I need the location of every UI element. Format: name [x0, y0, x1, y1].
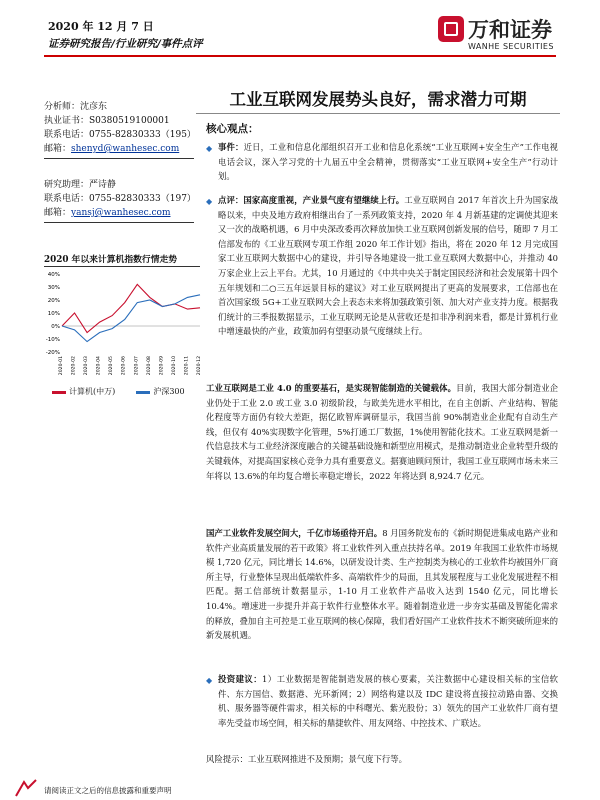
company-logo: [438, 14, 560, 56]
legend-swatch-computer: [52, 391, 66, 394]
report-date: 2020 年 12 月 7 日: [48, 20, 154, 33]
p3-text: 8 月国务院发布的《新时期促进集成电路产业和软件产业高质量发展的若干政策》将工业软件列入重点扶持名单。2019 年我国工业软件市场规模 1,720 亿元，同比增长 14.6%，以研发设计类、生产控制类为核心的工业软件均被国外厂商所主导，行业整体呈现出低端软件多、高端软件少的局面，且其发展程度与工业化发展进程不相匹配。据工信部统计数据显示，1-10 月工业软件产品收入达到 1540 亿元，同比增长 10.4%。增速进一步提升并高于软件行业整体水平。随着制造业进一步夯实基础及智能化需求的释放，叠加自主可控是工业互联网的核心保障，我们看好国产工业软件技术不断突破所迎来的新发展机遇。: [206, 528, 558, 641]
legend-label-computer: 计算机(中万): [69, 387, 116, 396]
y-tick-label: 40%: [47, 272, 60, 278]
comment-label: 点评：: [218, 195, 244, 205]
x-tick-label: 2020-06: [121, 356, 127, 376]
comment-bold: 国家高度重视，产业景气度有望继续上行。: [243, 195, 405, 205]
assistant-divider: [44, 222, 194, 223]
y-tick-label: -20%: [45, 350, 60, 356]
y-tick-label: -10%: [45, 337, 60, 343]
event-label: 事件：: [218, 142, 244, 152]
advice-label: 投资建议：: [218, 674, 263, 684]
logo-mark-icon: [438, 16, 464, 42]
legend-swatch-hs300: [136, 391, 150, 394]
analyst-phone: 联系电话：0755-82830333（195）: [44, 130, 196, 140]
y-tick-label: 10%: [47, 311, 60, 317]
risk-label: 风险提示：: [206, 754, 248, 764]
analyst-email-label: 邮箱：: [44, 144, 72, 154]
bullet-icon: ◆: [206, 676, 213, 685]
x-tick-label: 2020-02: [71, 356, 77, 376]
bullet-icon: ◆: [206, 144, 213, 153]
footer-decoration-icon: [14, 778, 38, 798]
p2-text: 目前，我国大部分制造业企业仍处于工业 2.0 或工业 3.0 初级阶段，与欧美先进水平相比，在自主创新、产业结构、智能化程度等方面仍有较大差距，据亿欧智库调研显示，我国当前 90%制造业企业配有自动生产线，但仅有 40%实现数字化管理，5%打通工厂数据，1%使用智能化技术。工业互联网是新一代信息技术与工业经济深度融合的关键基础设施和新型应用模式，是推动制造业企业转型升级的关键载体，对提高国家核心竞争力具有重要意义。据赛迪顾问预计，我国工业互联网市场未来三年将以 13.6%的年均复合增长率稳定增长，2022 年将达到 8,924.7 亿元。: [206, 383, 559, 481]
event-text: 近日，工业和信息化部组织召开工业和信息化系统“工业互联网+安全生产”工作电视电话会议，深入学习党的十九届五中全会精神，贯彻落实“工业互联网+安全生产”行动计划。: [218, 142, 559, 182]
p3-bold: 国产工业软件发展空间大，千亿市场亟待开启。: [206, 528, 383, 538]
x-tick-label: 2020-04: [96, 356, 102, 376]
industrial-software-paragraph: [206, 526, 558, 643]
analyst-license: 执业证书：S0380519100001: [44, 116, 170, 126]
logo-text-cn: 万和证券: [468, 18, 552, 42]
chart-legend: [52, 386, 185, 397]
legend-label-hs300: 沪深300: [153, 387, 185, 396]
assistant-phone: 联系电话：0755-82830333（197）: [44, 194, 196, 204]
event-paragraph: [206, 140, 559, 184]
chart-title: 2020 年以来计算机指数行情走势: [44, 255, 178, 265]
x-tick-label: 2020-03: [84, 356, 90, 376]
report-title: 工业互联网发展势头良好，需求潜力可期: [229, 90, 527, 109]
series-line-computer: [62, 284, 200, 332]
risk-paragraph: [206, 752, 558, 767]
comment-text: 工业互联网自 2017 年首次上升为国家战略以来，中央及地方政府相继出台了一系列政策支持，2020 年 4 月新基建的定调使其迎来又一次的战略机遇，6 月中央深改委再次释放加快工业互联网创新发展的信号，随即 7 月工信部发布的《工业互联网专项工作组 2020 年工作计划》指出，将在 2020 年 12 月完成国家工业互联网大数据中心的建设，并引导各地建设一批工业互联网大数据中心，并推动 40 万家企业上云上平台。尤其，10 月通过的《中共中央关于制定国民经济和社会发展第十四个五年规划和二○三五年远景目标的建议》对工业互联网提出了更高的发展要求，工信部也在首次国家级 5G+工业互联网大会上表态未来将加强政策引领、加大对产业支持力度。根据我们统计的三季报数据显示，工业互联网无论是从营收还是扣非净利润来看，都是计算机行业中增速最快的产业，政策加码有望驱动景气度继续上行。: [218, 195, 559, 337]
x-tick-label: 2020-12: [197, 356, 202, 376]
analyst-email-link[interactable]: shenyd@wanhesec.com: [71, 144, 180, 154]
bullet-icon: ◆: [206, 197, 213, 206]
key-points-heading: 核心观点：: [206, 123, 259, 135]
series-line-hs300: [62, 295, 200, 342]
x-tick-label: 2020-05: [109, 356, 115, 376]
investment-advice-paragraph: [206, 672, 559, 730]
x-tick-label: 2020-08: [146, 356, 152, 376]
title-divider: [196, 113, 560, 114]
analyst-name: 分析师：沈彦东: [44, 102, 108, 112]
x-tick-label: 2020-01: [59, 356, 64, 376]
assistant-email-label: 邮箱：: [44, 208, 72, 218]
y-tick-label: 20%: [47, 298, 60, 304]
advice-text: 1）工业数据是智能制造发展的核心要素，关注数据中心建设相关标的宝信软件、东方国信、数据港、光环新网；2）网络构建以及 IDC 建设将直接拉动路由器、交换机、服务器等硬件需求，相关标的中科曙光、紫光股份；3）领先的国产工业软件厂商有望率先受益市场空间，相关标的鼎捷软件、用友网络、中控技术、广联达。: [218, 674, 559, 728]
x-tick-label: 2020-07: [134, 356, 140, 376]
y-tick-label: 0%: [51, 324, 60, 330]
report-category: 证券研究报告/行业研究/事件点评: [48, 38, 203, 50]
assistant-email-row: [44, 206, 171, 220]
risk-text: 工业互联网推进不及预期；景气度下行等。: [247, 754, 407, 764]
x-tick-label: 2020-10: [171, 356, 177, 376]
index-trend-chart: [40, 268, 204, 384]
assistant-email-link[interactable]: yansj@wanhesec.com: [71, 208, 171, 218]
footer-disclaimer: 请阅读正文之后的信息披露和重要声明: [44, 786, 172, 795]
logo-text-en: WANHE SECURITIES: [468, 42, 554, 51]
chart-title-divider: [44, 266, 200, 267]
y-tick-label: 30%: [47, 285, 60, 291]
analyst-email-row: [44, 142, 179, 156]
x-tick-label: 2020-11: [184, 356, 190, 376]
x-tick-label: 2020-09: [159, 356, 165, 376]
p2-bold: 工业互联网是工业 4.0 的重要基石，是实现智能制造的关键载体。: [206, 383, 457, 393]
assistant-name: 研究助理：严诗静: [44, 180, 117, 190]
comment-paragraph: [206, 193, 559, 339]
analyst-divider: [44, 158, 194, 159]
industrial-internet-paragraph: [206, 381, 558, 483]
